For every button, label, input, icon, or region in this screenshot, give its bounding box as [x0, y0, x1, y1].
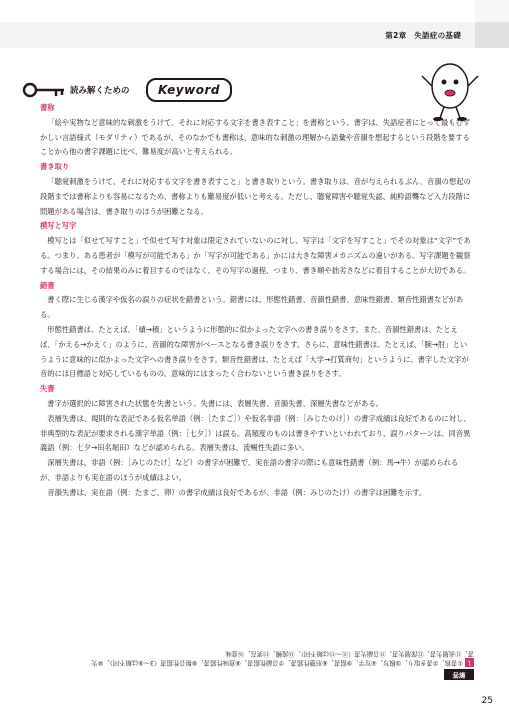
keyword-badge: Keyword — [146, 78, 232, 102]
term-heading: 模写と写字 — [40, 221, 77, 231]
keyword-label: 読み解くための — [70, 86, 130, 96]
paragraph: 深層失書は、非語（例：［みじのたけ］など）の書字が困難で、実在語の書字の際にも意味性錯書（例：馬→牛）が認められるが、非語よりも実在語のほうが成績はよい。 — [40, 458, 459, 482]
page-number: 25 — [481, 696, 493, 706]
chapter-title: 第2章 失語症の基礎 — [385, 31, 461, 40]
paragraph: 表層失書は、規則的な表記である仮名単語（例：［たまご］）や仮名非語（例：［みじたのけ］）の書字成績は良好であるのに対し、非典型的な表記が要求される漢字単語（例：［七夕］）は誤る。高頻度のものは書きやすいといわれており、誤りパターンは、同音異義語（例：七夕→田名堀田）などが認められる。表層失書は、流暢性失語に多い。 — [40, 413, 471, 453]
answer-text — [22, 649, 474, 667]
content-body — [40, 101, 472, 501]
term-heading: 書き取り — [40, 162, 70, 172]
term-heading: 錯書 — [40, 280, 55, 290]
answer-line-1: ①書称、②書き取り、③模写、④写字、⑤錯書、⑥形態性錯書、⑦音韻性錯書、⑧意味性錯書、⑨類音性錯書（3〜⑨は順不同）、⑩失 — [91, 659, 463, 666]
term-heading: 失書 — [40, 384, 55, 394]
paragraph: 模写とは「似せて写すこと」で似せて写す対象は限定されていないのに対し、写字は「文字を写すこと」でその対象は“文字”である。つまり、ある患者が「模写が可能である」か「写字が可能である」かには大きな障害メカニズムの違いがある。写字課題を観察する場合には、その結果のみに着目するのではなく、その写字の過程、つまり、書き順や拙劣さなどに着目することが大切である。 — [40, 236, 471, 275]
header-tab-top — [475, 0, 509, 22]
paragraph: 書字が選択的に障害された状態を失書という。失書には、表層失書、音韻失書、深層失書などがある。 — [47, 398, 383, 408]
answer-line-2: 書、⑪表層失書、⑫深層失書、⑬音韻失書（⑪〜⑬は順不同）、⑭流暢、⑮実在、⑯意味 — [225, 650, 474, 657]
key-icon — [22, 80, 66, 100]
answer-inner — [22, 648, 474, 680]
answer-box — [22, 648, 486, 680]
paragraph: 音韻失書は、実在語（例：たまご、卵）の書字成績は良好であるが、非語（例：みじのたけ）の書字は困難を示す。 — [47, 487, 427, 497]
paragraph: 「絵や実物など意味的な刺激をうけて、それに対応する文字を書き表すこと」を書称という。書字は、失語症者にとって最もむずかしい言語様式（モダリティ）であるが、そのなかでも書称は、意味的な刺激の理解から語彙や音韻を想起するという段階を要することから他の書字課題に比べ、難易度が高いと考えられる。 — [40, 117, 471, 157]
paragraph: 形態性錯書は、たとえば、「績→積」というように形態的に似かよった文字への書き誤りをさす。また、音韻性錯書は、たとえば、「かえる→かえく」のように、音韻的な障害がベースとなる書き誤りをさす。さらに、意味性錯書は、たとえば、「腕→肘」というように意味的に似かよった文字への書き誤りをさす。類音性錯書は、たとえば「大学→打質商句」というように、書字した文字が音的には目標語と対応しているものの、意味的にはまったく合わないという書き誤りをさす。 — [40, 324, 469, 379]
answer-label: 解答 — [444, 669, 474, 680]
term-heading: 書称 — [40, 103, 55, 112]
paragraph: 書く際に生じる漢字や仮名の誤りの症状を錯書という。錯書には、形態性錯書、音韻性錯書、意味性錯書、類音性錯書などがある。 — [40, 295, 464, 320]
answer-number: 1 — [465, 658, 474, 667]
header-tab — [475, 22, 509, 48]
paragraph: 「聴覚刺激をうけて、それに対応する文字を書き表すこと」と書き取りという。書き取りは、音が与えられるぶん、音韻の想起の段階までは書称よりも容易になるため、書称よりも難易度が低いと考える。ただし、聴覚障害や聴覚失認、純粋語聾など入力段階に問題がある場合は、書き取りのほうが困難となる。 — [40, 176, 471, 216]
